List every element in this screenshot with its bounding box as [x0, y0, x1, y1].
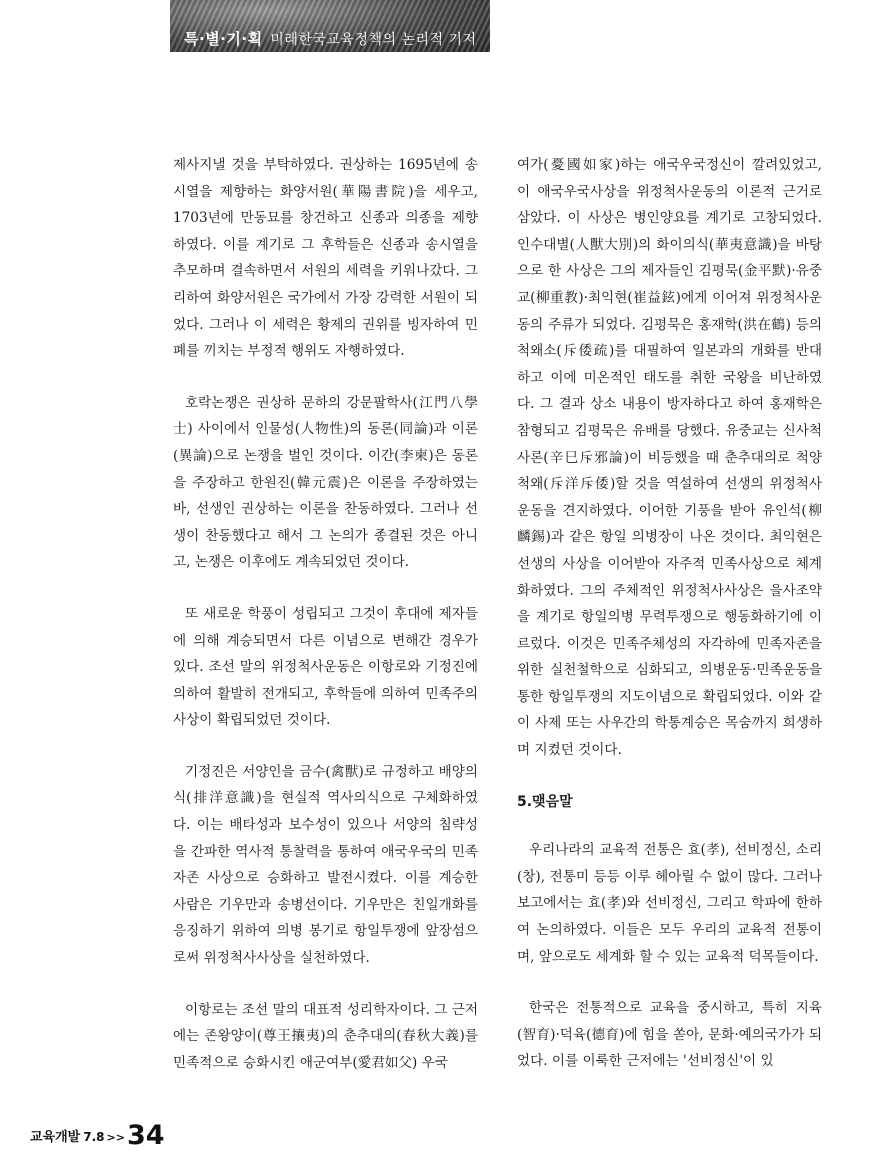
paragraph: 여가(憂國如家)하는 애국우국정신이 깔려있었고, 이 애국우국사상을 위정척사운동의 이론적 근거로 삼았다. 이 사상은 병인양요를 계기로 고창되었다. 인수대별(人獸大別)의 화이의식(華夷意識)을 바탕으로 한 사상은 그의 제자들인 김평묵(金平默)·유중교(柳重教)·최익현(崔益鉉)에게 이어져 위정척사운동의 주류가 되었다. 김평묵은 홍재학(洪在鶴) 등의 척왜소(斥倭疏)를 대필하여 일본과의 개화를 반대하고 이에 미온적인 태도를 취한 국왕을 비난하였다. 그 결과 상소 내용이 방자하다고 하여 홍재학은 참형되고 김평묵은 유배를 당했다. 유중교는 신사척사론(辛巳斥邪論)이 비등했을 때 춘추대의로 척양척왜(斥洋斥倭)할 것을 역설하여 선생의 위정척사운동을 견지하였다. 이어한 기풍을 받아 유인석(柳麟錫)과 같은 항일 의병장이 나온 것이다. 최익현은 선생의 사상을 이어받아 자주적 민족사상으로 체계화하였다. 그의 주체적인 위정척사사상은 을사조약을 계기로 항일의병 무력투쟁으로 행동화하기에 이르렀다. 이것은 민족주체성의 자각하에 민족자존을 위한 실천철학으로 심화되고, 의병운동·민족운동을 통한 항일투쟁의 지도이념으로 확립되었다. 이와 같이 사제 또는 사우간의 학통계승은 목숨까지 희생하며 지켰던 것이다.	[517, 157, 822, 759]
page-number: 34	[126, 1120, 165, 1151]
left-column	[173, 152, 478, 1101]
paragraph: 기정진은 서양인을 금수(禽獸)로 규정하고 배양의식(排洋意識)을 현실적 역사의식으로 구체화하였다. 이는 배타성과 보수성이 있으나 서양의 침략성을 간파한 역사적 통찰력을 통하여 애국우국의 민족자존 사상으로 승화하고 발전시켰다. 이를 계승한 사람은 기우만과 송병선이다. 기우만은 친일개화를 응징하기 위하여 의병 봉기로 항일투쟁에 앞장섬으로써 위정척사사상을 실천하였다.	[173, 763, 478, 967]
banner-title	[184, 28, 477, 49]
issue-number: 7.8	[83, 1130, 105, 1144]
paragraph: 우리나라의 교육적 전통은 효(孝), 선비정신, 소리(창), 전통미 등등 이루 헤아릴 수 없이 많다. 그러나 보고에서는 효(孝)와 선비정신, 그리고 학파에 한하여 논의하였다. 이들은 모두 우리의 교육적 전통이며, 앞으로도 세계화 할 수 있는 교육적 덕목들이다.	[517, 842, 822, 965]
right-column	[517, 152, 822, 1100]
section-banner	[170, 0, 490, 52]
magazine-name: 교육개발	[30, 1130, 81, 1145]
section-heading: 5.맺음말	[517, 793, 573, 810]
arrows-glyph: >>	[106, 1131, 125, 1144]
paragraph: 제사지낼 것을 부탁하였다. 권상하는 1695년에 송시열을 제향하는 화양서원(華陽書院)을 세우고, 1703년에 만동묘를 창건하고 신종과 의종을 제향하였다. 이를 계기로 그 후학들은 신종과 송시열을 추모하며 결속하면서 서원의 세력을 키워나갔다. 그리하여 화양서원은 국가에서 가장 강력한 서원이 되었다. 그러나 이 세력은 황제의 권위를 빙자하여 민폐를 끼치는 부정적 행위도 자행하였다.	[173, 157, 479, 360]
section-label: 특·별·기·획	[184, 30, 263, 48]
paragraph: 호락논쟁은 권상하 문하의 강문팔학사(江門八學士) 사이에서 인물성(人物性)의 동론(同論)과 이론(異論)으로 논쟁을 벌인 것이다. 이간(李柬)은 동론을 주장하고 한원진(韓元震)은 이론을 주장하였는바, 선생인 권상하는 이론을 찬동하였다. 그러나 선생이 찬동했다고 해서 그 논의가 종결된 것은 아니고, 논쟁은 이후에도 계속되었던 것이다.	[173, 394, 478, 571]
paragraph: 한국은 전통적으로 교육을 중시하고, 특히 지육(智育)·덕육(德育)에 힘을 쏟아, 문화·예의국가가 되었다. 이를 이룩한 근저에는 '선비정신'이 있	[517, 1000, 822, 1070]
page-footer	[30, 1120, 165, 1151]
paragraph: 이항로는 조선 말의 대표적 성리학자이다. 그 근저에는 존왕양이(尊王攘夷)의 춘추대의(春秋大義)를 민족적으로 승화시킨 애군여부(愛君如父) 우국	[173, 1001, 478, 1071]
paragraph: 또 새로운 학풍이 성립되고 그것이 후대에 제자들에 의해 계승되면서 다른 이념으로 변해간 경우가 있다. 조선 말의 위정척사운동은 이항로와 기정진에 의하여 활발히 전개되고, 후학들에 의하여 민족주의 사상이 확립되었던 것이다.	[173, 605, 478, 729]
article-subtitle: 미래한국교육정책의 논리적 기저	[270, 32, 477, 48]
